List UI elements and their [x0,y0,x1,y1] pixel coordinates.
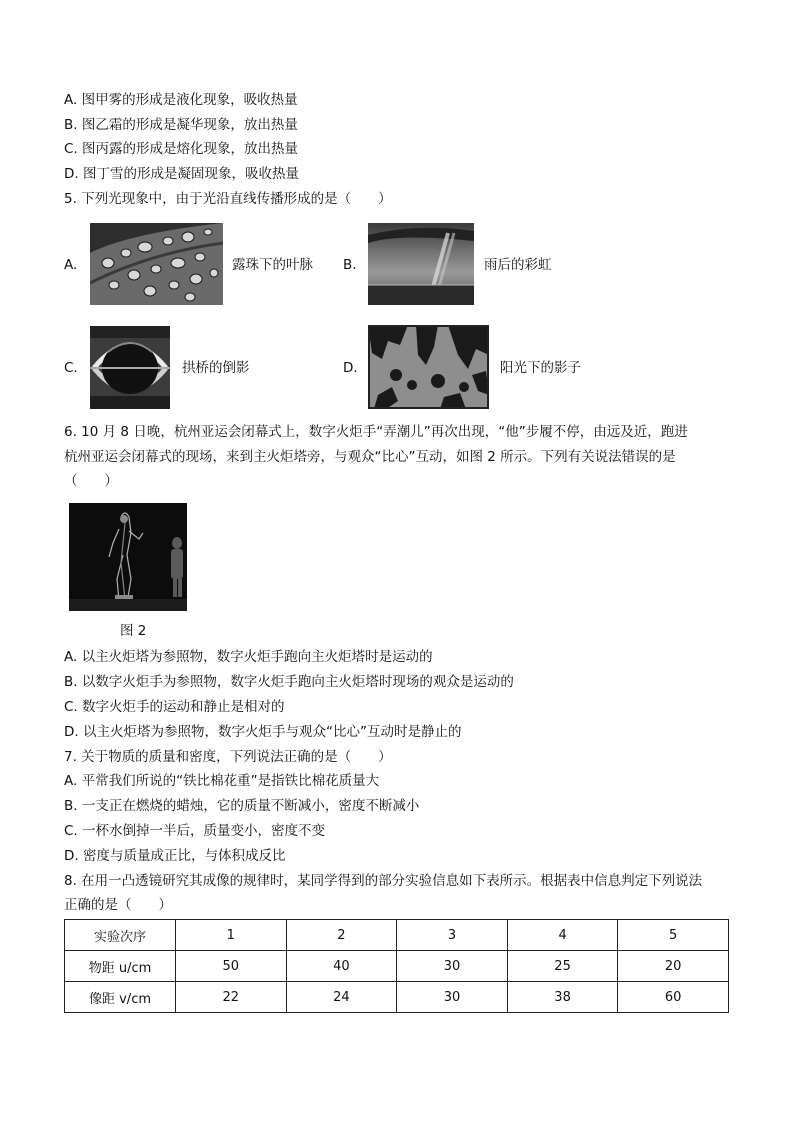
q5-option-a-caption: 露珠下的叶脉 [232,257,313,273]
q5-option-d-letter: D. [343,360,358,376]
table-cell: 30 [397,982,508,1013]
q6-stem-line-1: 6. 10 月 8 日晚，杭州亚运会闭幕式上，数字火炬手“弄潮儿”再次出现，“他”步履不停，由远及近，跑进 [64,424,688,440]
q6-stem-line-2: 杭州亚运会闭幕式的现场，来到主火炬塔旁，与观众“比心”互动，如图 2 所示。下列有关说法错误的是 [64,449,676,465]
table-cell: 5 [618,920,729,951]
q7-option-b: B. 一支正在燃烧的蜡烛，它的质量不断减小，密度不断减小 [64,798,420,814]
q7-stem: 7. 关于物质的质量和密度，下列说法正确的是（ ） [64,749,392,765]
table-cell: 2 [286,920,397,951]
table-row [65,982,729,1013]
table-cell: 30 [397,951,508,982]
q5-option-c-caption: 拱桥的倒影 [182,360,250,376]
q5-option-b-caption: 雨后的彩虹 [484,257,552,273]
q7-option-a: A. 平常我们所说的“铁比棉花重”是指铁比棉花质量大 [64,773,380,789]
rainbow-photo [368,223,474,305]
q5-option-a-letter: A. [64,257,78,273]
arch-bridge-photo [90,326,170,409]
table-row-label: 像距 v/cm [65,982,176,1013]
digital-torchbearer-photo [69,503,187,611]
q6-option-d: D. 以主火炬塔为参照物，数字火炬手与观众“比心”互动时是静止的 [64,724,462,740]
q6-option-a: A. 以主火炬塔为参照物，数字火炬手跑向主火炬塔时是运动的 [64,649,433,665]
table-row [65,920,729,951]
table-cell: 38 [507,982,618,1013]
q4-option-c: C. 图丙露的形成是熔化现象，放出热量 [64,141,299,157]
q5-option-d-caption: 阳光下的影子 [500,360,581,376]
table-cell: 40 [286,951,397,982]
table-cell: 60 [618,982,729,1013]
q5-stem: 5. 下列光现象中，由于光沿直线传播形成的是（ ） [64,191,392,207]
q8-stem-line-2: 正确的是（ ） [64,897,172,913]
q6-option-b: B. 以数字火炬手为参照物，数字火炬手跑向主火炬塔时现场的观众是运动的 [64,674,514,690]
table-row-label: 物距 u/cm [65,951,176,982]
table-cell: 24 [286,982,397,1013]
table-cell: 3 [397,920,508,951]
table-cell: 25 [507,951,618,982]
figure-2-label: 图 2 [120,623,147,639]
table-cell: 20 [618,951,729,982]
dew-drops-photo [90,223,223,305]
table-row [65,951,729,982]
table-cell: 22 [176,982,287,1013]
q6-stem-line-3: （ ） [64,473,118,489]
shadows-photo [368,325,489,409]
q4-option-b: B. 图乙霜的形成是凝华现象，放出热量 [64,117,298,133]
q4-option-a: A. 图甲雾的形成是液化现象，吸收热量 [64,92,298,108]
table-row-label: 实验次序 [65,920,176,951]
table-cell: 4 [507,920,618,951]
table-cell: 1 [176,920,287,951]
q4-option-d: D. 图丁雪的形成是凝固现象，吸收热量 [64,166,299,182]
q7-option-c: C. 一杯水倒掉一半后，质量变小，密度不变 [64,823,326,839]
q5-option-b-letter: B. [343,257,357,273]
q5-option-c-letter: C. [64,360,78,376]
lens-experiment-table [64,919,729,1013]
q7-option-d: D. 密度与质量成正比，与体积成反比 [64,848,286,864]
q6-option-c: C. 数字火炬手的运动和静止是相对的 [64,699,285,715]
q8-stem-line-1: 8. 在用一凸透镜研究其成像的规律时，某同学得到的部分实验信息如下表所示。根据表中信息判定下列说法 [64,873,703,889]
table-cell: 50 [176,951,287,982]
